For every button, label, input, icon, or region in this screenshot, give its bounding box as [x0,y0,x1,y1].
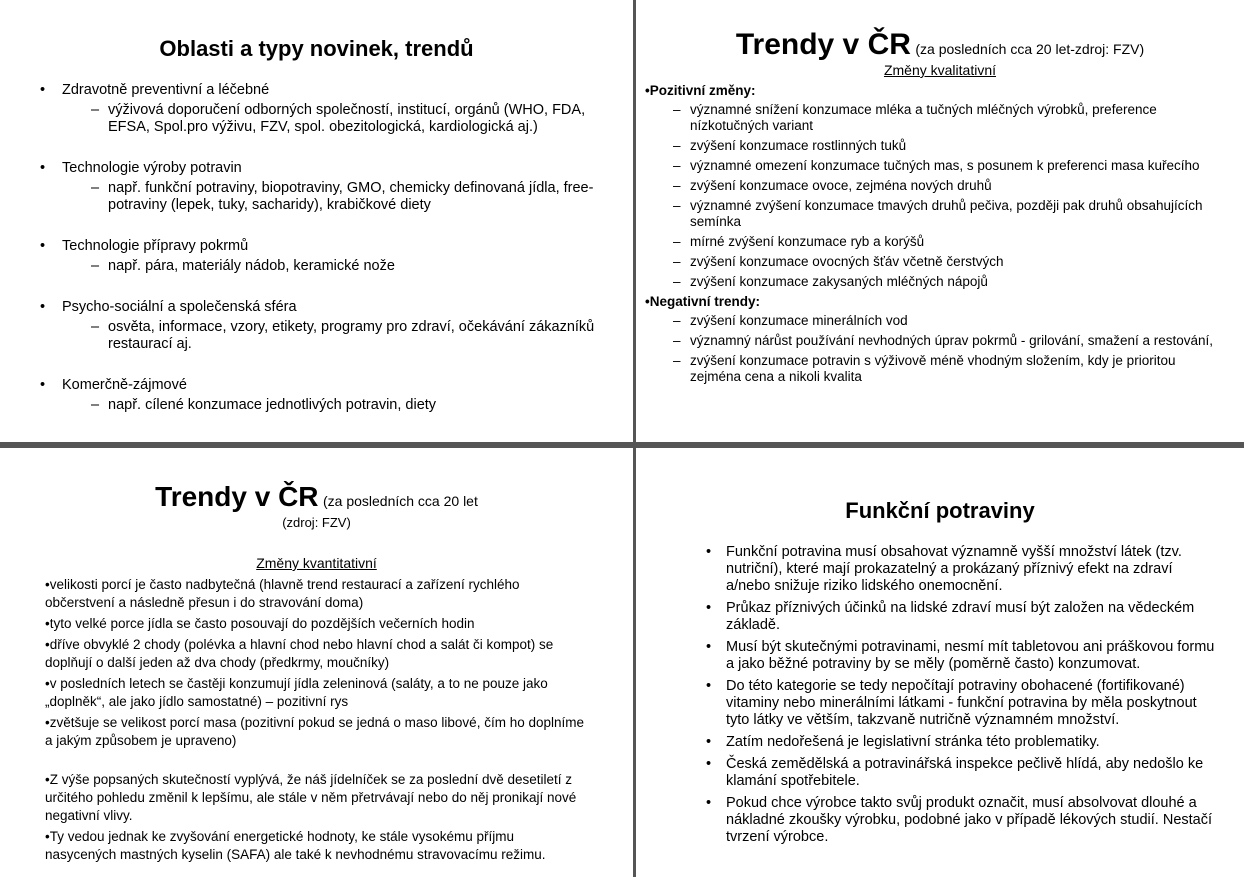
title-note: (za posledních cca 20 let-zdroj: FZV) [915,41,1145,57]
list-item: • Funkční potravina musí obsahovat významně vyšší množství látek (tzv. nutriční), které mají prokazatelný a prokázaný příznivý efekt na zdraví a/nebo snižuje riziko lidského onemocnění. [706,544,1216,595]
item-label: Technologie výroby potravin [62,160,242,176]
slide4-title: Funkční potraviny [845,498,1035,523]
paragraph: •zvětšuje se velikost porcí masa (pozitivní pokud se jedná o maso libové, čím ho doplníme a jakým způsobem je upraveno) [45,715,584,748]
list-item: – významné zvýšení konzumace tmavých druhů pečiva, později pak druhů obsahujících semínka [645,198,1230,230]
list-item [40,299,600,353]
negative-heading: •Negativní trendy: [645,294,760,309]
list-item: – zvýšení konzumace ovoce, zejména nových druhů [645,178,1230,194]
slide-funkcni-potraviny [636,448,1244,877]
slide3-source: (zdroj: FZV) [282,515,351,530]
list-item: – významný nárůst používání nevhodných úprav pokrmů - grilování, smažení a restování, [645,333,1230,349]
sub-item: – např. pára, materiály nádob, keramické nože [62,258,600,275]
paragraph: •velikosti porcí je často nadbytečná (hlavně trend restaurací a zařízení rychlého občerstvení a následně přesun i do stravování doma) [45,577,520,610]
list-item: – významné snížení konzumace mléka a tučných mléčných výrobků, preference nízkotučných variant [645,102,1230,134]
positive-heading: •Pozitivní změny: [645,83,756,98]
list-item: – významné omezení konzumace tučných mas, s posunem k preferenci masa kuřecího [645,158,1230,174]
title-main: Trendy v ČR [735,28,911,61]
list-item [40,238,600,275]
list-item: • Česká zemědělská a potravinářská inspekce pečlivě hlídá, aby nedošlo ke klamání spotřebitele. [706,756,1216,790]
slide1-title: Oblasti a typy novinek, trendů [159,36,474,61]
item-label: Komerčně-zájmové [62,377,187,393]
item-label: Psycho-sociální a společenská sféra [62,299,297,315]
paragraph: •tyto velké porce jídla se často posouvají do pozdějších večerních hodin [45,616,475,631]
list-item [40,82,600,136]
item-label: Technologie přípravy pokrmů [62,238,249,254]
list-item: – zvýšení konzumace zakysaných mléčných nápojů [645,274,1230,290]
slide-oblasti-trendu [0,0,633,442]
list-item: • Zatím nedořešená je legislativní stránka této problematiky. [706,734,1216,751]
list-item: – zvýšení konzumace potravin s výživově méně vhodným složením, kdy je prioritou zejména cena a nikoli kvalita [645,353,1230,385]
slide2-subtitle: Změny kvalitativní [883,62,997,78]
title-note: (za posledních cca 20 let [322,493,478,509]
slide3-subtitle: Změny kvantitativní [256,555,377,571]
list-item [40,377,600,414]
title-main: Trendy v ČR [155,481,319,512]
slide4-list [706,544,1216,851]
slide2-body [645,83,1230,389]
list-item: – zvýšení konzumace ovocných šťáv včetně čerstvých [645,254,1230,270]
paragraph: •v posledních letech se častěji konzumují jídla zeleninová (saláty, a to ne pouze jako „doplněk“, ale jako jídlo samostatné) – pozitivní rys [45,676,548,709]
slide3-body [45,576,585,867]
sub-item: – např. funkční potraviny, biopotraviny, GMO, chemicky definovaná jídla, free- potraviny (lepek, tuky, sacharidy), krabičkové diety [62,180,600,214]
slide-trendy-kvantitativni [0,448,633,877]
slide1-list [40,82,600,438]
list-item: • Průkaz příznivých účinků na lidské zdraví musí být založen na vědeckém základě. [706,600,1216,634]
slide3-title [0,480,633,519]
paragraph: •Ty vedou jednak ke zvyšování energetické hodnoty, ke stále vysokému příjmu nasycených mastných kyselin (SAFA) ale také k nevhodnému stravovacímu režimu. [45,829,546,862]
list-item: – zvýšení konzumace rostlinných tuků [645,138,1230,154]
sub-item: – osvěta, informace, vzory, etikety, programy pro zdraví, očekávání zákazníků restaurací aj. [62,319,600,353]
sub-item: – např. cílené konzumace jednotlivých potravin, diety [62,397,600,414]
slide-trendy-kvalitativni [636,0,1244,442]
list-item: • Do této kategorie se tedy nepočítají potraviny obohacené (fortifikované) vitaminy nebo minerálními látkami - funkční potravina by měla poskytnout tyto látky ve větším, takzvaně nutričně významném množství. [706,678,1216,729]
sub-item: – výživová doporučení odborných společností, institucí, orgánů (WHO, FDA, EFSA, Spol.pro výživu, FZV, spol. obezitologická, kardiologická aj.) [62,102,600,136]
negative-list [645,313,1230,385]
paragraph: •Z výše popsaných skutečností vyplývá, že náš jídelníček se za poslední dvě desetiletí z určitého pohledu změnil k lepšímu, ale stále v něm přetrvávají nebo do něj pronikají nové negativní vlivy. [45,772,577,823]
list-item: – mírné zvýšení konzumace ryb a korýšů [645,234,1230,250]
list-item: – zvýšení konzumace minerálních vod [645,313,1230,329]
list-item: • Musí být skutečnými potravinami, nesmí mít tabletovou ani práškovou formu a jako běžné potraviny by se měly (poměrně často) konzumovat. [706,639,1216,673]
positive-list [645,102,1230,290]
paragraph: •dříve obvyklé 2 chody (polévka a hlavní chod nebo hlavní chod a salát či kompot) se doplňují o další jeden až dva chody (předkrmy, moučníky) [45,637,554,670]
item-label: Zdravotně preventivní a léčebné [62,82,270,98]
list-item: • Pokud chce výrobce takto svůj produkt označit, musí absolvovat dlouhé a nákladné zkoušky výrobku, podobné jako v případě lékových studií. Nestačí tvrzení výrobce. [706,795,1216,846]
list-item [40,160,600,214]
